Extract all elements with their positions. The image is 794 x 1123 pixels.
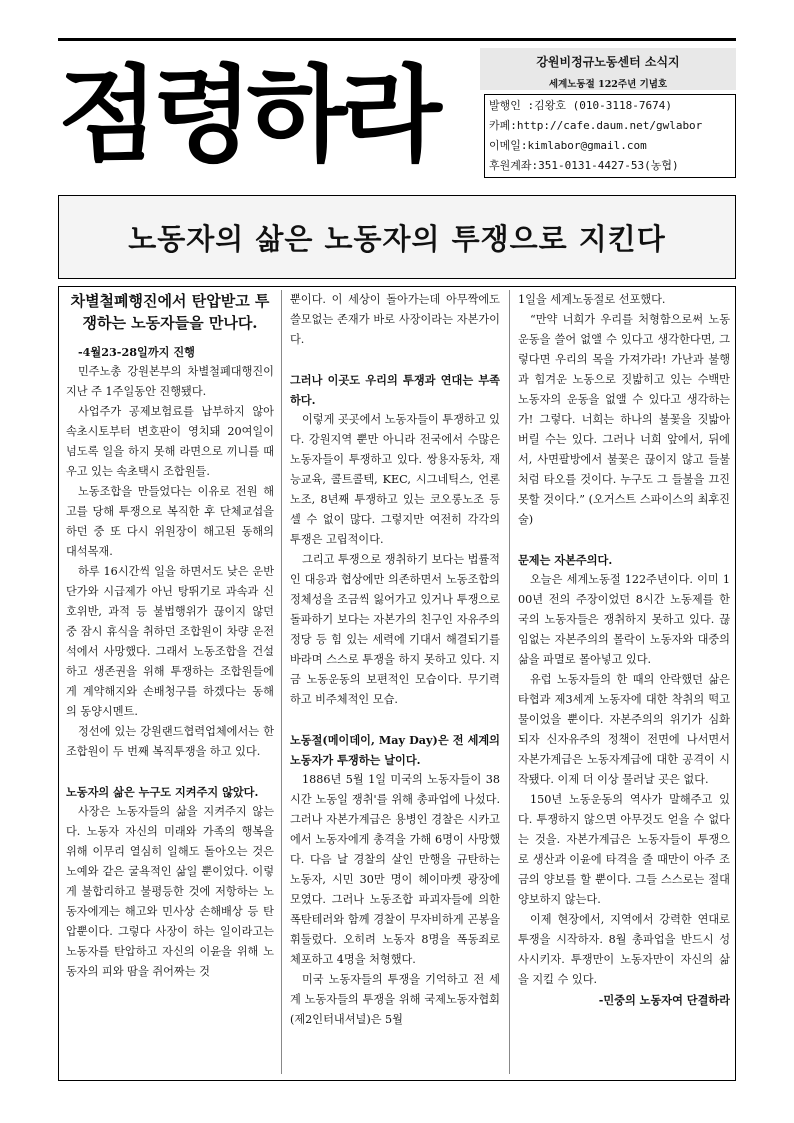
spacer	[290, 350, 500, 370]
paragraph: 미국 노동자들의 투쟁을 기억하고 전 세계 노동자들의 투쟁을 위해 국제노동자협회(제2인터내셔널)은 5월	[290, 973, 500, 1026]
column-divider	[509, 290, 510, 1074]
paragraph: 이렇게 곳곳에서 노동자들이 투쟁하고 있다. 강원지역 뿐만 아니라 전국에서 수많은 노동자들이 투쟁하고 있다. 쌍용자동차, 재능교육, 콜트콜텍, KEC, 시그네틱스, 언론노조, 8년째 투쟁하고 있는 코오롱노조 등 셀 수 없이 많다. 그렇지만 여전히 각각의 투쟁은 고립적이다.	[290, 413, 500, 546]
paragraph: 150년 노동운동의 역사가 말해주고 있다. 투쟁하지 않으면 아무것도 얻을 수 없다는 것을. 자본가계급은 노동자들이 투쟁으로 생산과 이윤에 타격을 줄 때만이 아주 조금의 양보를 할 뿐이다. 그들 스스로는 절대 양보하지 않는다.	[518, 793, 730, 906]
publication-org: 강원비정규노동센터 소식지	[536, 55, 680, 69]
paragraph: 1886년 5월 1일 미국의 노동자들이 38시간 노동일 쟁취'를 위해 총파업에 나섰다. 그러나 자본가계급은 용병인 경찰은 시카고에서 노동자에게 총격을 가해 6명이 사망했다. 다음 날 경찰의 살인 만행을 규탄하는 노동자, 시민 30만 명이 헤이마켓 광장에 모였다. 그러나 노동조합 파괴자들에 의한 폭탄테러와 함께 경찰이 무자비하게 곤봉을 휘둘렀다. 오히려 노동자 8명을 폭동죄로 체포하고 4명을 처형했다.	[290, 773, 500, 966]
section-heading: 그러나 이곳도 우리의 투쟁과 연대는 부족하다.	[290, 373, 500, 407]
spacer	[66, 762, 274, 782]
article-title: 차별철폐행진에서 탄압받고 투쟁하는 노동자들을 만나다.	[70, 292, 270, 332]
account-line: 후원계좌:351-0131-4427-53(농협)	[489, 159, 679, 172]
section-heading: 노동자의 삶은 누구도 지켜주지 않았다.	[66, 785, 259, 799]
top-rule	[58, 38, 736, 41]
spacer	[290, 710, 500, 730]
paragraph: 사장은 노동자들의 삶을 지켜주지 않는다. 노동자 자신의 미래와 가족의 행복을 위해 이무리 열심히 일해도 돌아오는 것은 노예와 같은 굴욕적인 삶일 뿐이었다. 이렇게 불합리하고 불평등한 것에 저항하는 노동자에게는 해고와 민사상 손해배상 등 탄압뿐이다. 그렇다 사장이 하는 일이라고는 노동자를 탄압하고 자신의 이윤을 위해 노동자의 피와 땀을 쥐어짜는 것	[66, 805, 274, 978]
publisher-line: 발행인 :김왕호 (010-3118-7674)	[489, 99, 672, 112]
publisher-info-box	[484, 94, 736, 178]
publication-header	[480, 48, 736, 90]
section-heading: 노동절(메이데이, May Day)은 전 세계의 노동자가 투쟁하는 날이다.	[290, 733, 500, 767]
email-link[interactable]: 이메일:kimlabor@gmail.com	[489, 139, 647, 152]
paragraph: 노동조합을 만들었다는 이유로 전원 해고를 당해 투쟁으로 복직한 후 단체교섭을 하던 중 또 다시 위원장이 해고된 동해의 대석목재.	[66, 485, 274, 558]
paragraph: 이제 현장에서, 지역에서 강력한 연대로 투쟁을 시작하자. 8월 총파업을 반드시 성사시키자. 투쟁만이 노동자만이 자신의 삶을 지킬 수 있다.	[518, 913, 730, 986]
section-heading: 문제는 자본주의다.	[518, 553, 613, 567]
paragraph: 하루 16시간씩 일을 하면서도 낮은 운반단가와 시급제가 아닌 탕뛰기로 과속과 신호위반, 과적 등 불법행위가 끊이지 않던 중 잠시 휴식을 취하던 조합원이 차량 운전석에서 사망했다. 그래서 노동조합을 건설하고 생존권을 위해 투쟁하는 조합원들에게 계약해지와 손배청구를 하겠다는 동해의 동양시멘트.	[66, 565, 274, 718]
article-subtitle: -4월23-28일까지 진행	[78, 345, 195, 359]
paragraph: 사업주가 공제보험료를 납부하지 않아 속초시토부터 변호판이 영치돼 20여일이 넘도록 일을 하지 못해 라면으로 끼니를 때우고 있는 속초택시 조합원들.	[66, 405, 274, 478]
paragraph: 유럽 노동자들의 한 때의 안락했던 삶은 타협과 제3세계 노동자에 대한 착취의 떡고물이었을 뿐이다. 자본주의의 위기가 심화되자 신자유주의 정책이 전면에 나서면서 자본가계급은 노동자계급에 대한 공격이 시작됐다. 이제 더 이상 물러날 곳은 없다.	[518, 673, 730, 786]
paragraph: 1일을 세계노동절로 선포했다.	[518, 293, 666, 306]
paragraph: 정선에 있는 강원랜드협력업체에서는 한 조합원이 두 번째 복직투쟁을 하고 있다.	[66, 725, 274, 758]
paragraph: 그리고 투쟁으로 쟁취하기 보다는 법률적인 대응과 협상에만 의존하면서 노동조합의 정체성을 조금씩 잃어가고 있거나 투쟁으로 돌파하기 보다는 자본가의 친구인 자유주의정당 등 힘 있는 세력에 기대서 해결되기를 바라며 스스로 투쟁을 하지 못하고 있다. 지금 노동운동의 보편적인 모습이다. 무기력하고 비주체적인 모습.	[290, 553, 500, 706]
publication-edition: 세계노동절 122주년 기념호	[548, 79, 668, 90]
article-column-2	[290, 290, 500, 1078]
paragraph: 뿐이다. 이 세상이 돌아가는데 아무짝에도 쓸모없는 존재가 바로 사장이라는 자본가이다.	[290, 293, 500, 346]
closing-slogan: -민중의 노동자여 단결하라	[598, 993, 730, 1007]
paragraph: 오늘은 세계노동절 122주년이다. 이미 100년 전의 주장이었던 8시간 노동제를 한국의 노동자들은 쟁취하지 못하고 있다. 끊임없는 자본주의의 몰락이 노동자와 대중의 삶을 파멸로 몰아넣고 있다.	[518, 573, 730, 666]
cafe-link[interactable]: 카페:http://cafe.daum.net/gwlabor	[489, 119, 703, 132]
headline-box	[58, 195, 736, 279]
column-divider	[281, 290, 282, 1074]
paragraph: 민주노총 강원본부의 차별철폐대행진이 지난 주 1주일동안 진행됐다.	[66, 365, 274, 398]
main-headline: 노동자의 삶은 노동자의 투쟁으로 지킨다	[128, 221, 666, 256]
masthead-title: 점령하라	[58, 54, 436, 176]
article-column-3	[518, 290, 730, 1078]
article-column-1	[66, 290, 274, 1078]
quote-paragraph: “만약 너희가 우리를 처형함으로써 노동운동을 쓸어 없앨 수 있다고 생각한다면, 그렇다면 우리의 목을 가져가라! 가난과 불행과 힘겨운 노동으로 짓밟히고 있는 수백만 노동자의 운동을 없앨 수 있다고 생각하는가! 그렇다. 너희는 하나의 불꽃을 짓밟아 버릴 수는 있다. 그러나 너희 앞에서, 뒤에서, 사면팔방에서 불꽃은 끊이지 않고 들불처럼 타오를 것이다. 누구도 그 들불을 끄진 못할 것이다.” (오거스트 스파이스의 최후진술)	[518, 313, 730, 526]
spacer	[518, 530, 730, 550]
